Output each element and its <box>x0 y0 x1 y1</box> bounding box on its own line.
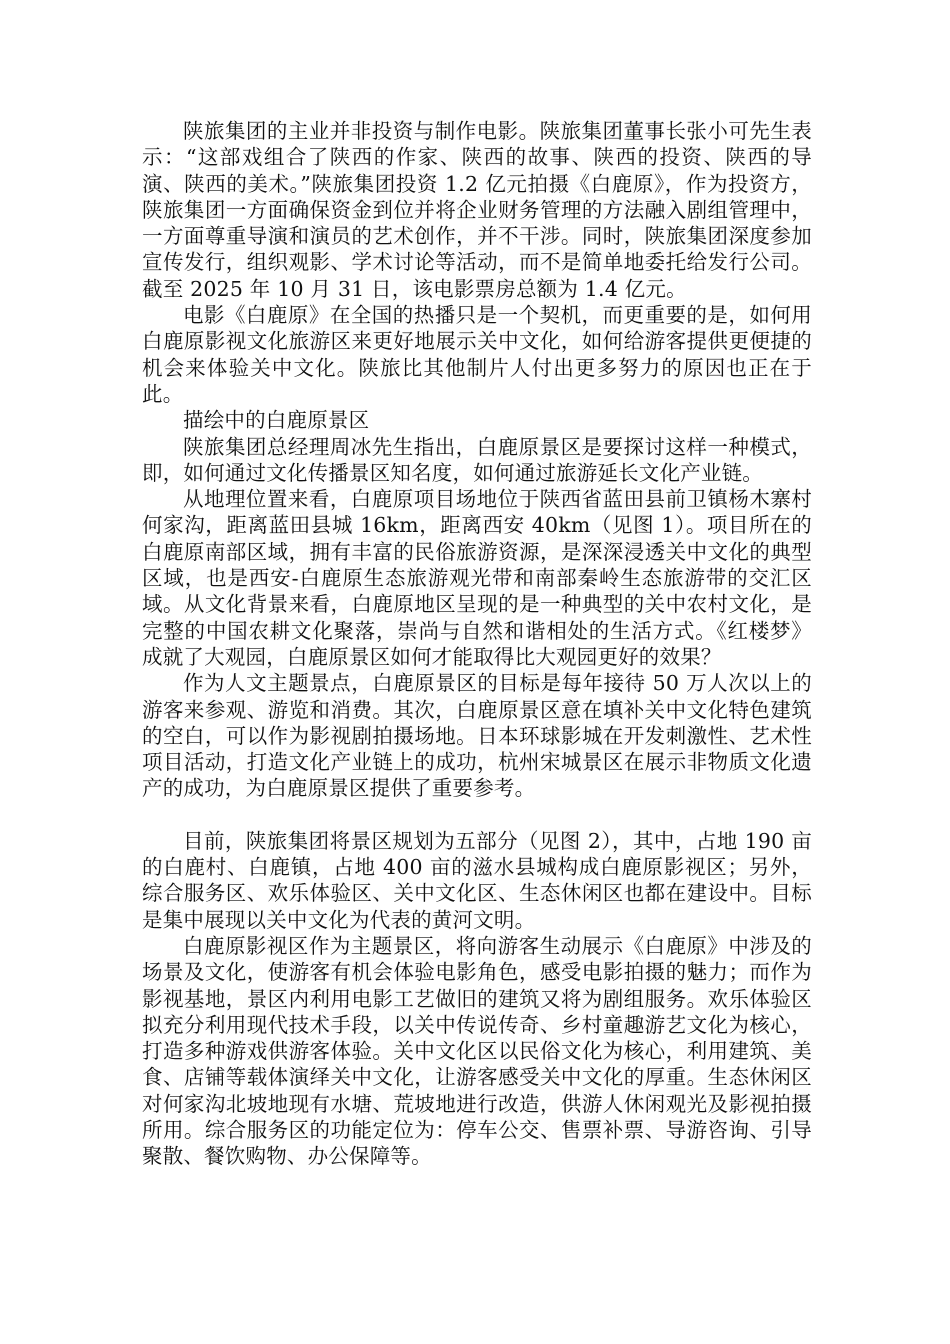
paragraph-goals: 作为人文主题景点，白鹿原景区的目标是每年接待 50 万人次以上的游客来参观、游览和消费。其次，白鹿原景区意在填补关中文化特色建筑的空白，可以作为影视剧拍摄场地。日本环球影城在开发刺激性、艺术性项目活动，打造文化产业链上的成功，杭州宋城景区在展示非物质文化遗产的成功，为白鹿原景区提供了重要参考。 <box>142 671 812 801</box>
section-heading: 描绘中的白鹿原景区 <box>183 408 370 433</box>
paragraph-zones: 白鹿原影视区作为主题景区，将向游客生动展示《白鹿原》中涉及的场景及文化，使游客有机会体验电影角色，感受电影拍摄的魅力；而作为影视基地，景区内利用电影工艺做旧的建筑又将为剧组服务。欢乐体验区拟充分利用现代技术手段，以关中传说传奇、乡村童趣游艺文化为核心，打造多种游戏供游客体验。关中文化区以民俗文化为核心，利用建筑、美食、店铺等载体演绎关中文化，让游客感受关中文化的厚重。生态休闲区对何家沟北坡地现有水塘、荒坡地进行改造，供游人休闲观光及影视拍摄所用。综合服务区的功能定位为：停车公交、售票补票、导游咨询、引导聚散、餐饮购物、办公保障等。 <box>142 933 812 1169</box>
paragraph-investment: 陕旅集团的主业并非投资与制作电影。陕旅集团董事长张小可先生表示：“这部戏组合了陕西的作家、陕西的故事、陕西的投资、陕西的导演、陕西的美术。”陕旅集团投资 1.2 亿元拍摄《白鹿原》，作为投资方，陕旅集团一方面确保资金到位并将企业财务管理的方法融入剧组管理中，一方面尊重导演和演员的艺术创作，并不干涉。同时，陕旅集团深度参加宣传发行，组织观影、学术讨论等活动，而不是简单地委托给发行公司。截至 2025 年 10 月 31 日，该电影票房总额为 1.4 亿元。 <box>142 119 812 301</box>
paragraph-planning: 目前，陕旅集团将景区规划为五部分（见图 2），其中，占地 190 亩的白鹿村、白鹿镇，占地 400 亩的滋水县城构成白鹿原影视区；另外，综合服务区、欢乐体验区、关中文化区、生态休闲区也都在建设中。目标是集中展现以关中文化为代表的黄河文明。 <box>142 828 812 932</box>
paragraph-spacer <box>142 802 812 828</box>
document-body <box>142 118 812 1170</box>
paragraph-geography: 从地理位置来看，白鹿原项目场地位于陕西省蓝田县前卫镇杨木寨村何家沟，距离蓝田县城 16km，距离西安 40km（见图 1）。项目所在的白鹿原南部区域，拥有丰富的民俗旅游资源，是深深浸透关中文化的典型区域，也是西安-白鹿原生态旅游观光带和南部秦岭生态旅游带的交汇区域。从文化背景来看，白鹿原地区呈现的是一种典型的关中农村文化，是完整的中国农耕文化聚落，崇尚与自然和谐相处的生活方式。《红楼梦》成就了大观园，白鹿原景区如何才能取得比大观园更好的效果？ <box>142 487 812 669</box>
paragraph-opportunity: 电影《白鹿原》在全国的热播只是一个契机，而更重要的是，如何用白鹿原影视文化旅游区来更好地展示关中文化，如何给游客提供更便捷的机会来体验关中文化。陕旅比其他制片人付出更多努力的原因也正在于此。 <box>142 303 812 406</box>
paragraph-model: 陕旅集团总经理周冰先生指出，白鹿原景区是要探讨这样一种模式，即，如何通过文化传播景区知名度，如何通过旅游延长文化产业链。 <box>142 434 812 485</box>
